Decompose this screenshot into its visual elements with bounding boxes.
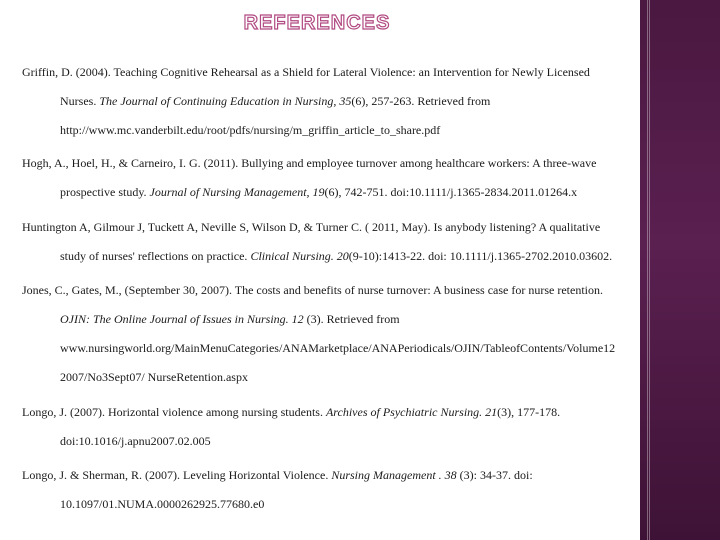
reference-text: (6), 257-263. Retrieved from (351, 94, 491, 108)
reference-text: Hogh, A., Hoel, H., & Carneiro, I. G. (2011). Bullying and employee turnover among healthcare workers: A three-wave (22, 156, 597, 170)
reference-1-line-2 (60, 94, 490, 108)
reference-text: study of nurses' reflections on practice. (60, 249, 251, 263)
decorative-side-panel (640, 0, 720, 540)
reference-text: 10.1097/01.NUMA.0000262925.77680.e0 (60, 497, 265, 511)
reference-text: (3), 177-178. (497, 405, 561, 419)
reference-4-line-4 (60, 370, 248, 384)
reference-1-line-3 (60, 123, 440, 137)
page-title: REFERENCES (243, 12, 391, 34)
reference-source-title: OJIN: The Online Journal of Issues in Nursing. 12 (60, 312, 304, 326)
reference-4-line-1 (22, 283, 603, 297)
reference-text: prospective study. (60, 185, 150, 199)
reference-text: Longo, J. & Sherman, R. (2007). Leveling Horizontal Violence. (22, 468, 332, 482)
reference-6-line-2 (60, 497, 264, 511)
reference-text: www.nursingworld.org/MainMenuCategories/ANAMarketplace/ANAPeriodicals/OJIN/TableofContents/Volume12 (60, 341, 616, 355)
reference-text: Nurses. (60, 94, 100, 108)
reference-5-line-2 (60, 434, 211, 448)
reference-4-line-3 (60, 341, 615, 355)
reference-source-title: Archives of Psychiatric Nursing. 21 (325, 405, 498, 419)
reference-2-line-2 (60, 185, 577, 199)
side-panel-line (649, 0, 650, 540)
reference-text: (9-10):1413-22. doi: 10.1111/j.1365-2702.2010.03602. (348, 249, 613, 263)
reference-3-line-2 (60, 249, 612, 263)
reference-text: Griffin, D. (2004). Teaching Cognitive Rehearsal as a Shield for Lateral Violence: an Intervention for Newly Licensed (22, 65, 590, 79)
reference-text: Huntington A, Gilmour J, Tuckett A, Neville S, Wilson D, & Turner C. ( 2011, May). Is anybody listening? A qualitative (22, 220, 601, 234)
reference-source-title: The Journal of Continuing Education in Nursing, 35 (99, 94, 352, 108)
reference-5-line-1 (22, 405, 560, 419)
reference-1-line-1 (22, 65, 590, 79)
reference-text: (3): 34-37. doi: (456, 468, 533, 482)
reference-text: Longo, J. (2007). Horizontal violence among nursing students. (22, 405, 326, 419)
side-panel-line (647, 0, 648, 540)
reference-text: 2007/No3Sept07/ NurseRetention.aspx (60, 370, 248, 384)
reference-2-line-1 (22, 156, 596, 170)
reference-text: Jones, C., Gates, M., (September 30, 2007). The costs and benefits of nurse turnover: A business case for nurse retention. (22, 283, 603, 297)
reference-source-title: Journal of Nursing Management, 19 (149, 185, 325, 199)
reference-source-title: Clinical Nursing. 20 (250, 249, 349, 263)
reference-text: doi:10.1016/j.apnu2007.02.005 (60, 434, 211, 448)
reference-text: (6), 742-751. doi:10.1111/j.1365-2834.2011.01264.x (324, 185, 578, 199)
reference-source-title: Nursing Management . 38 (331, 468, 457, 482)
reference-text: http://www.mc.vanderbilt.edu/root/pdfs/nursing/m_griffin_article_to_share.pdf (60, 123, 441, 137)
reference-3-line-1 (22, 220, 600, 234)
reference-6-line-1 (22, 468, 533, 482)
reference-4-line-2 (60, 312, 400, 326)
reference-text: (3). Retrieved from (303, 312, 400, 326)
